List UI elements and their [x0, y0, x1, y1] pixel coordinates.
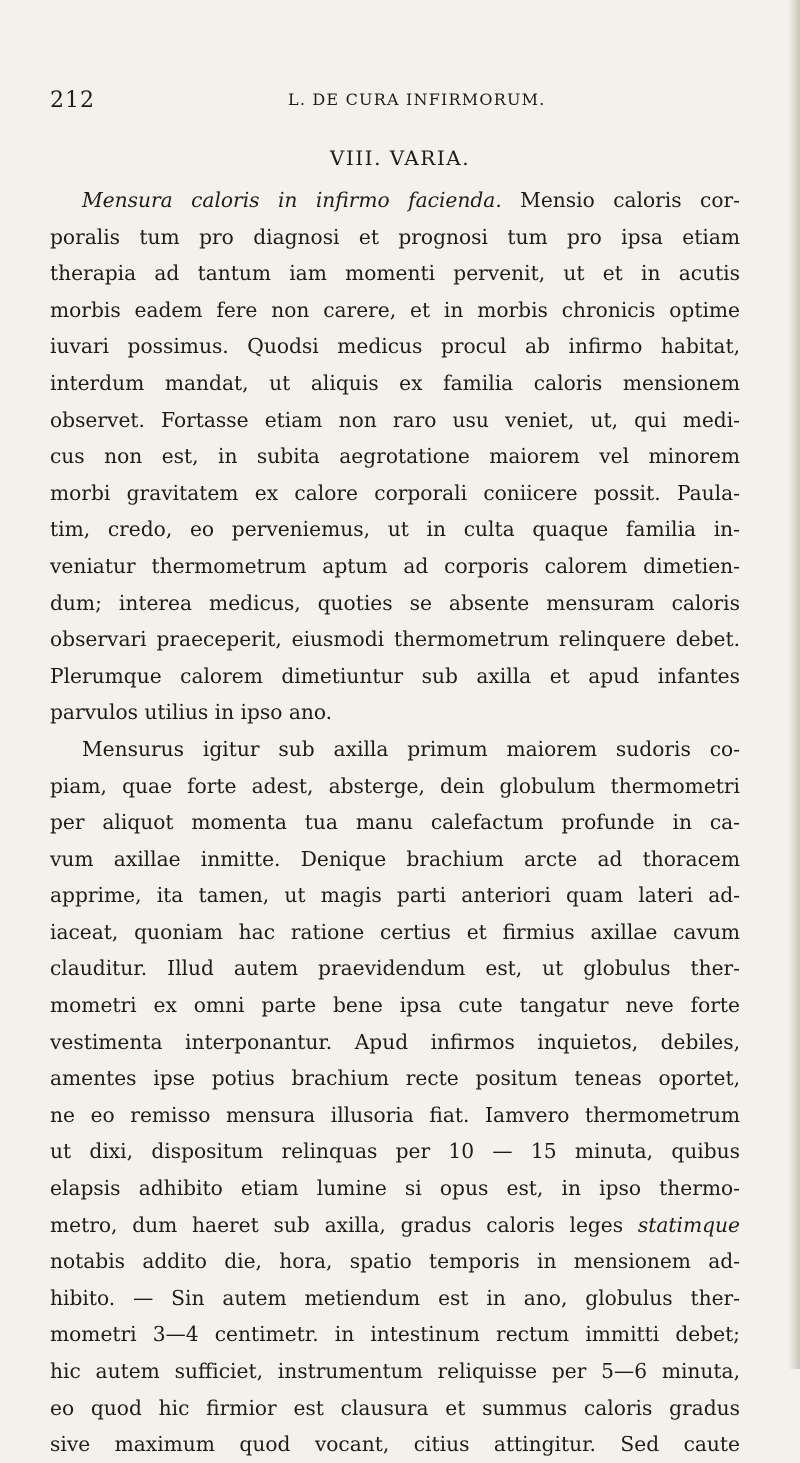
text-line: clauditur. Illud autem praevidendum est, ut globulus ther- — [50, 956, 740, 981]
text-line: elapsis adhibito etiam lumine si opus est, in ipso thermo- — [50, 1176, 740, 1201]
text-line: sive maximum quod vocant, citius attingitur. Sed caute — [50, 1432, 740, 1457]
text-line-with-emphasis — [50, 1207, 740, 1244]
text-line: vum axillae inmitte. Denique brachium arcte ad thoracem — [50, 846, 740, 871]
text-line: therapia ad tantum iam momenti pervenit, ut et in acutis — [50, 261, 740, 286]
text-line: iaceat, quoniam hac ratione certius et firmius axillae cavum — [50, 919, 740, 944]
text-line: eo quod hic firmior est clausura et summus caloris gradus — [50, 1395, 740, 1420]
text-line: interdum mandat, ut aliquis ex familia caloris mensionem — [50, 370, 740, 395]
text-line: veniatur thermometrum aptum ad corporis calorem dimetien- — [50, 553, 740, 578]
text-line: piam, quae forte adest, absterge, dein globulum thermometri — [50, 773, 740, 798]
text-line: notabis addito die, hora, spatio temporis in mensionem ad- — [50, 1249, 740, 1274]
paragraph-1-line-1 — [50, 182, 740, 219]
text-line: poralis tum pro diagnosi et prognosi tum pro ipsa etiam — [50, 224, 740, 249]
paragraph-2 — [50, 731, 740, 1463]
paragraph-1 — [50, 182, 740, 731]
text-line: Mensurus igitur sub axilla primum maiorem sudoris co- — [82, 736, 740, 761]
running-head — [50, 88, 740, 118]
text-line: parvulos utilius in ipso ano. — [50, 700, 333, 725]
section-heading: VIII. VARIA. — [329, 146, 471, 170]
text-line: observet. Fortasse etiam non raro usu veniet, ut, qui medi- — [50, 407, 740, 432]
paragraph-italic-heading: Mensura caloris in infirmo facienda. — [82, 188, 502, 212]
text-line: dum; interea medicus, quoties se absente mensuram caloris — [50, 590, 740, 615]
page-edge-shadow — [788, 0, 800, 1369]
text-line: ut dixi, dispositum relinquas per 10 — 15 minuta, quibus — [50, 1139, 740, 1164]
text-line: observari praeceperit, eiusmodi thermometrum relinquere debet. — [50, 627, 740, 652]
text-line: morbi gravitatem ex calore corporali coniicere possit. Paula- — [50, 480, 740, 505]
text-line: amentes ipse potius brachium recte positum teneas oportet, — [50, 1066, 740, 1091]
text-line: tim, credo, eo perveniemus, ut in culta quaque familia in- — [50, 517, 740, 542]
text-line: iuvari possimus. Quodsi medicus procul ab infirmo habitat, — [50, 334, 740, 359]
body-text — [50, 182, 740, 1463]
emphasized-word: statimque — [637, 1212, 740, 1237]
text-line: mometri 3—4 centimetr. in intestinum rectum immitti debet; — [50, 1322, 740, 1347]
text-line: morbis eadem fere non carere, et in morbis chronicis optime — [50, 297, 740, 322]
page-number: 212 — [50, 88, 95, 113]
text-line-part: metro, dum haeret sub axilla, gradus caloris leges — [50, 1212, 638, 1237]
text-line: per aliquot momenta tua manu calefactum profunde in ca- — [50, 810, 740, 835]
text-line: hibito. — Sin autem metiendum est in ano, globulus ther- — [50, 1285, 740, 1310]
text-line: ne eo remisso mensura illusoria fiat. Iamvero thermometrum — [50, 1102, 740, 1127]
paragraph-1-line-1-rest: Mensio caloris cor- — [501, 188, 740, 212]
text-line: Plerumque calorem dimetiuntur sub axilla et apud infantes — [50, 663, 740, 688]
text-line: apprime, ita tamen, ut magis parti anteriori quam lateri ad- — [50, 883, 740, 908]
text-line: hic autem sufficiet, instrumentum reliquisse per 5—6 minuta, — [50, 1359, 740, 1383]
text-line: vestimenta interponantur. Apud infirmos inquietos, debiles, — [50, 1029, 740, 1054]
text-line: cus non est, in subita aegrotatione maiorem vel minorem — [50, 444, 740, 469]
running-title: L. DE CURA INFIRMORUM. — [288, 90, 546, 109]
text-line: mometri ex omni parte bene ipsa cute tangatur neve forte — [50, 993, 740, 1018]
